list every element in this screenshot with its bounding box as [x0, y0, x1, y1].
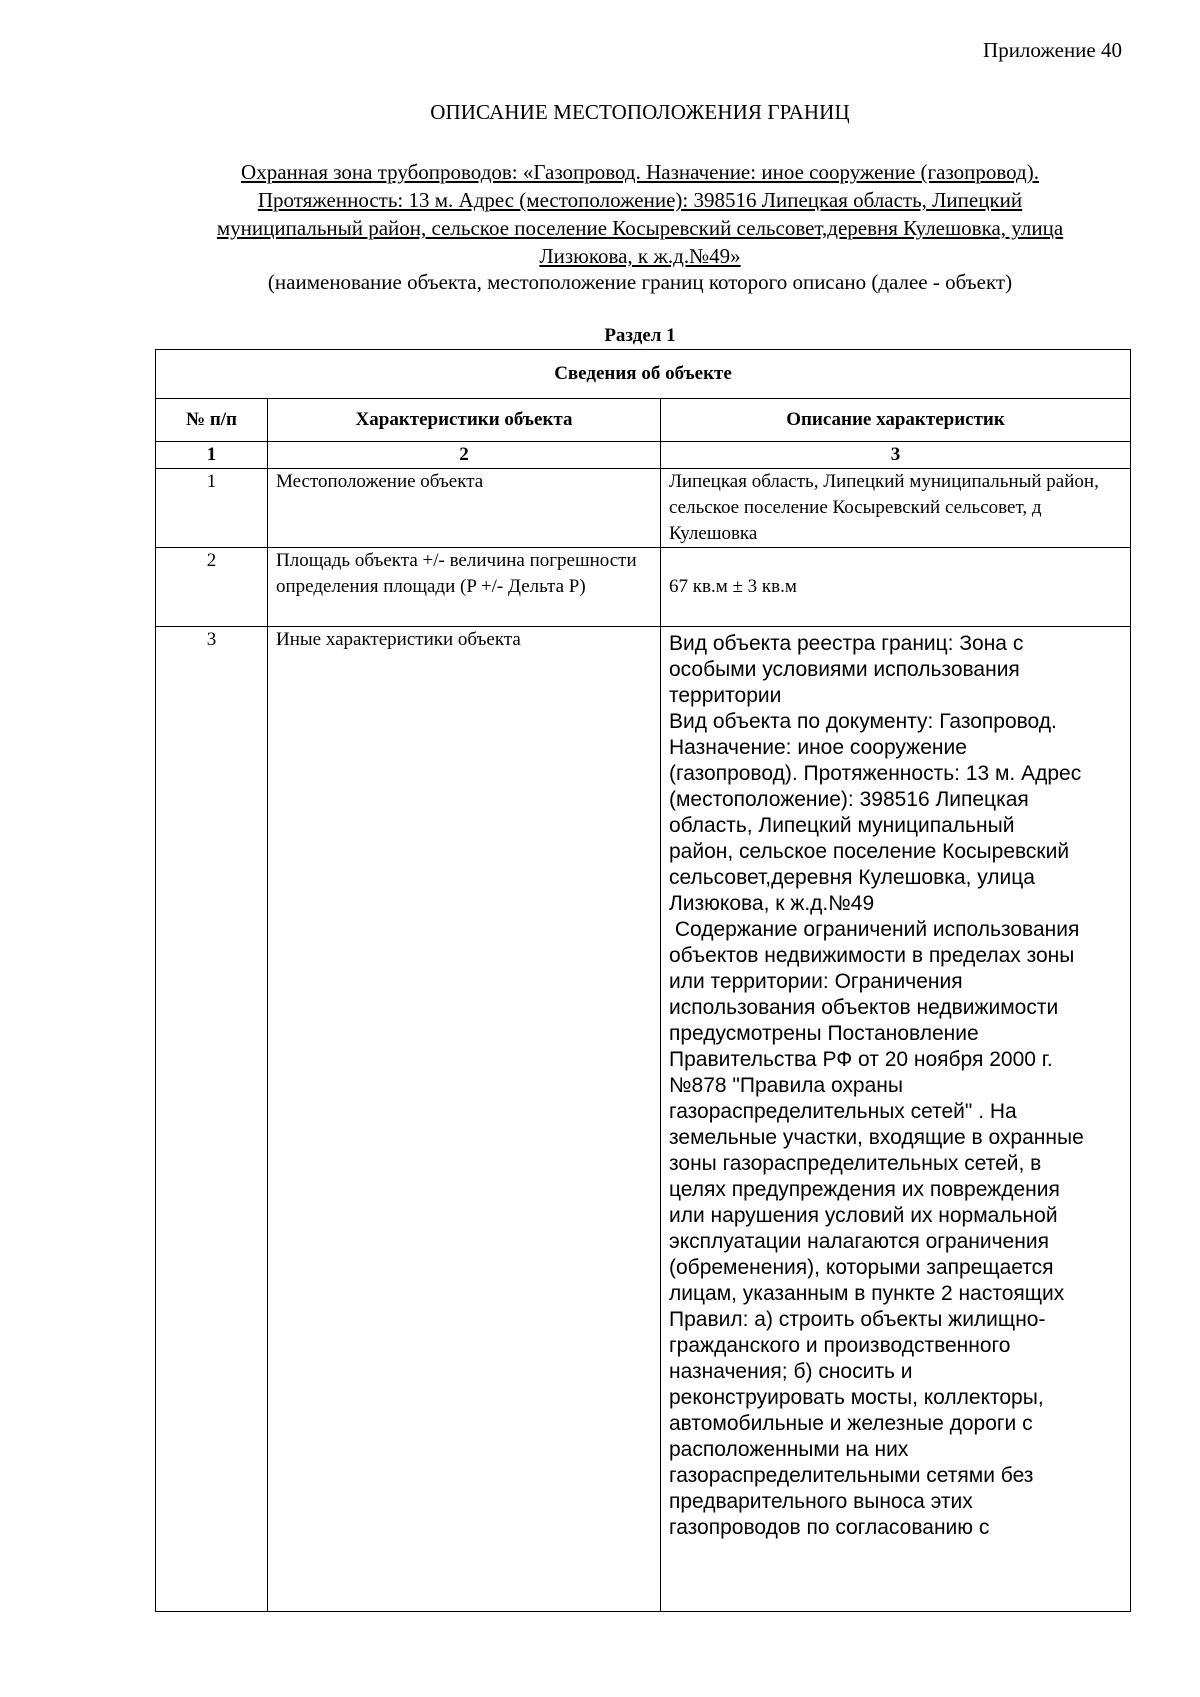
description-line: зоны газораспределительных сетей, в: [669, 1152, 1042, 1175]
description-line: Содержание ограничений использования: [669, 918, 1080, 941]
description-line: лицам, указанным в пункте 2 настоящих: [669, 1282, 1065, 1305]
description-line: газораспределительными сетями без: [669, 1464, 1034, 1487]
object-name-line: муниципальный район, сельское поселение Косыревский сельсовет,деревня Кулешовка, улица: [216, 216, 1064, 240]
description-line: сельсовет,деревня Кулешовка, улица: [669, 866, 1035, 889]
object-name-line: Охранная зона трубопроводов: «Газопровод. Назначение: иное сооружение (газопровод).: [241, 160, 1039, 184]
description-line: (газопровод). Протяженность: 13 м. Адрес: [669, 762, 1082, 785]
description-line: реконструировать мосты, коллекторы,: [669, 1386, 1044, 1409]
row-characteristic: Иные характеристики объекта: [268, 627, 661, 1612]
description-line: газопроводов по согласованию с: [669, 1516, 990, 1539]
row-characteristic: Площадь объекта +/- величина погрешности определения площади (P +/- Дельта P): [268, 548, 661, 627]
column-number: 2: [268, 442, 661, 469]
row-number: 2: [156, 548, 268, 627]
object-name: [130, 158, 1150, 270]
description-line: целях предупреждения их повреждения: [669, 1178, 1060, 1201]
description-line: или территории: Ограничения: [669, 970, 963, 993]
object-info-table: [155, 349, 1131, 1612]
table-title-row: [156, 350, 1131, 399]
description-line: (местоположение): 398516 Липецкая: [669, 788, 1029, 811]
description-line: особыми условиями использования: [669, 658, 1020, 681]
table-row: [156, 469, 1131, 548]
description-line: Лизюкова, к ж.д.№49: [669, 892, 875, 915]
description-line: гражданского и производственного: [669, 1334, 1011, 1357]
description-line: земельные участки, входящие в охранные: [669, 1126, 1084, 1149]
table-row: [156, 627, 1131, 1612]
object-name-line: Лизюкова, к ж.д.№49»: [539, 244, 741, 268]
description-line: территории: [669, 684, 782, 707]
row-number: 1: [156, 469, 268, 548]
description-line: назначения; б) сносить и: [669, 1360, 913, 1383]
description-line: объектов недвижимости в пределах зоны: [669, 944, 1075, 967]
appendix-label: Приложение 40: [983, 38, 1122, 62]
description-line: №878 "Правила охраны: [669, 1074, 903, 1097]
row-number: 3: [156, 627, 268, 1612]
table-row: [156, 548, 1131, 627]
description-line: район, сельское поселение Косыревский: [669, 840, 1070, 863]
description-line: Правительства РФ от 20 ноября 2000 г.: [669, 1048, 1053, 1071]
row-characteristic: Местоположение объекта: [268, 469, 661, 548]
object-name-line: Протяженность: 13 м. Адрес (местоположение): 398516 Липецкая область, Липецкий: [257, 188, 1023, 212]
row-description-long: [661, 627, 1131, 1612]
description-line: (обременения), которыми запрещается: [669, 1256, 1054, 1279]
description-line: использования объектов недвижимости: [669, 996, 1059, 1019]
description-line: автомобильные и железные дороги с: [669, 1412, 1033, 1435]
object-name-note: (наименование объекта, местоположение границ которого описано (далее - объект): [267, 270, 1013, 294]
description-line: предусмотрены Постановление: [669, 1022, 979, 1045]
description-line: предварительного выноса этих: [669, 1490, 973, 1513]
table-header-row: [156, 399, 1131, 442]
section-label: Раздел 1: [604, 325, 676, 346]
description-line: область, Липецкий муниципальный: [669, 814, 1015, 837]
description-line: Вид объекта по документу: Газопровод.: [669, 710, 1057, 733]
row-description: Липецкая область, Липецкий муниципальный район, сельское поселение Косыревский сельсовет, д Кулешовка: [661, 469, 1131, 548]
column-number: 3: [661, 442, 1131, 469]
description-line: Назначение: иное сооружение: [669, 736, 967, 759]
description-line: Правил: а) строить объекты жилищно-: [669, 1308, 1046, 1331]
column-header-characteristic: Характеристики объекта: [268, 399, 661, 442]
description-line: расположенными на них: [669, 1438, 909, 1461]
description-line: Вид объекта реестра границ: Зона с: [669, 632, 1024, 655]
column-number-row: [156, 442, 1131, 469]
table-title: Сведения об объекте: [156, 350, 1131, 399]
description-line: газораспределительных сетей" . На: [669, 1100, 1017, 1123]
column-number: 1: [156, 442, 268, 469]
document-title: ОПИСАНИЕ МЕСТОПОЛОЖЕНИЯ ГРАНИЦ: [430, 100, 850, 124]
column-header-description: Описание характеристик: [661, 399, 1131, 442]
description-line: эксплуатации налагаются ограничения: [669, 1230, 1049, 1253]
column-header-number: № п/п: [156, 399, 268, 442]
row-description: 67 кв.м ± 3 кв.м: [661, 548, 1131, 627]
description-line: или нарушения условий их нормальной: [669, 1204, 1058, 1227]
